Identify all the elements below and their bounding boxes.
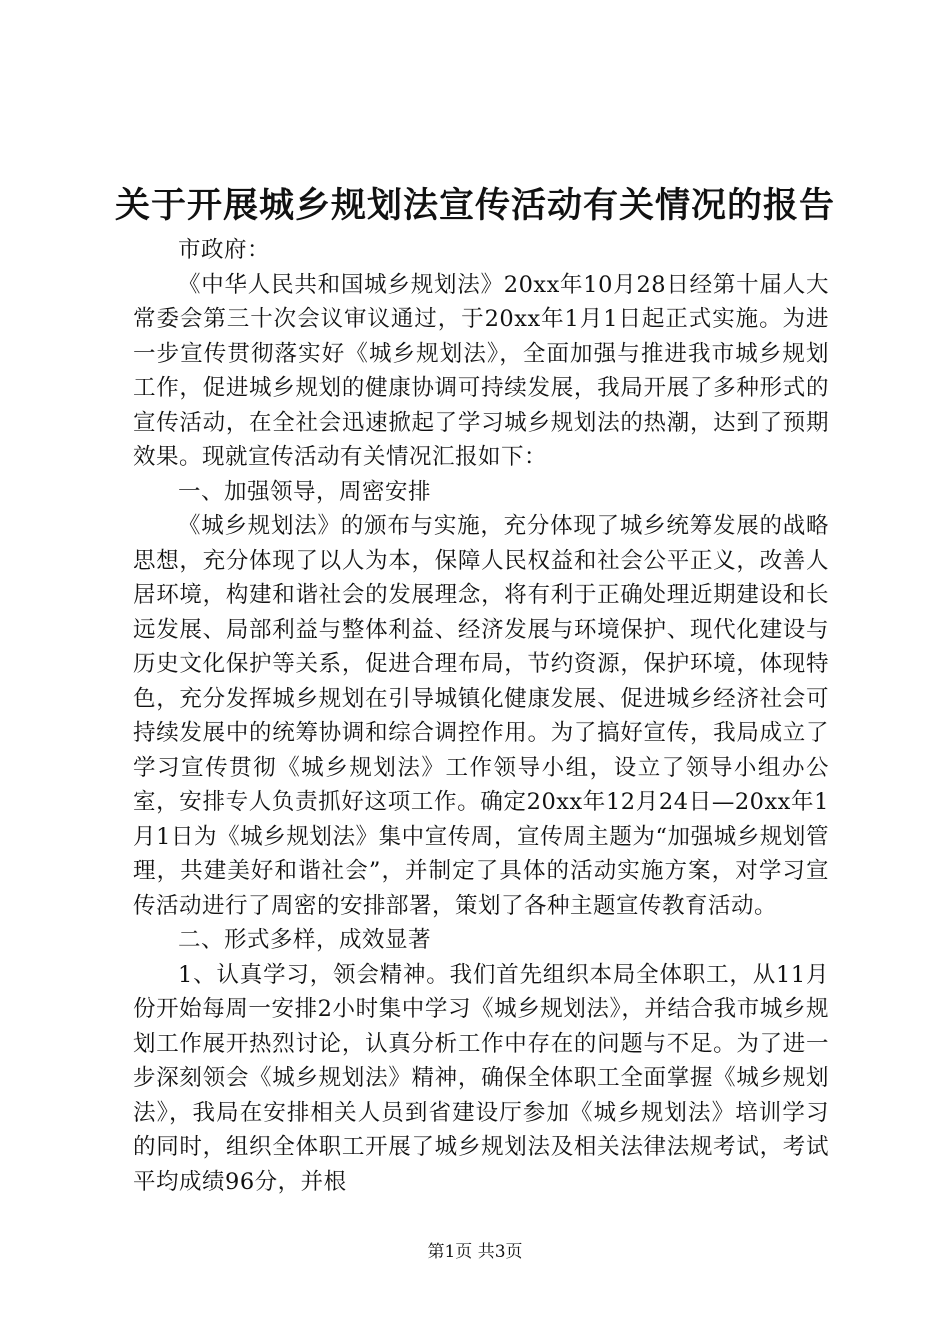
section-heading-1: 一、加强领导，周密安排 [178,478,432,505]
document-title: 关于开展城乡规划法宣传活动有关情况的报告 [114,185,835,226]
paragraph-section-1: 《城乡规划法》的颁布与实施，充分体现了城乡统筹发展的战略思想，充分体现了以人为本，保障人民权益和社会公平正义，改善人居环境，构建和谐社会的发展理念，将有利于正确处理近期建设和长远发展、局部利益与整体利益、经济发展与环境保护、现代化建设与历史文化保护等关系，促进合理布局，节约资源，保护环境，体现特色，充分发挥城乡规划在引导城镇化健康发展、促进城乡经济社会可持续发展中的统筹协调和综合调控作用。为了搞好宣传，我局成立了学习宣传贯彻《城乡规划法》工作领导小组，设立了领导小组办公室，安排专人负责抓好这项工作。确定20xx年12月24日—20xx年1月1日为《城乡规划法》集中宣传周，宣传周主题为“加强城乡规划管理，共建美好和谐社会”，并制定了具体的活动实施方案，对学习宣传活动进行了周密的安排部署，策划了各种主题宣传教育活动。 [133,513,829,919]
section-heading-2: 二、形式多样，成效显著 [178,927,432,953]
salutation: 市政府： [178,237,271,263]
document-body [133,233,829,1199]
paragraph-intro: 《中华人民共和国城乡规划法》20xx年10月28日经第十届人大常委会第三十次会议审议通过，于20xx年1月1日起正式实施。为进一步宣传贯彻落实好《城乡规划法》，全面加强与推进我市城乡规划工作，促进城乡规划的健康协调可持续发展，我局开展了多种形式的宣传活动，在全社会迅速掀起了学习城乡规划法的热潮，达到了预期效果。现就宣传活动有关情况汇报如下： [133,271,829,470]
page-footer: 第1页 共3页 [427,1242,523,1262]
paragraph-section-2-item-1: 1、认真学习，领会精神。我们首先组织本局全体职工，从11月份开始每周一安排2小时集中学习《城乡规划法》，并结合我市城乡规划工作展开热烈讨论，认真分析工作中存在的问题与不足。为了进一步深刻领会《城乡规划法》精神，确保全体职工全面掌握《城乡规划法》，我局在安排相关人员到省建设厅参加《城乡规划法》培训学习的同时，组织全体职工开展了城乡规划法及相关法律法规考试，考试平均成绩96分，并根 [133,961,829,1195]
